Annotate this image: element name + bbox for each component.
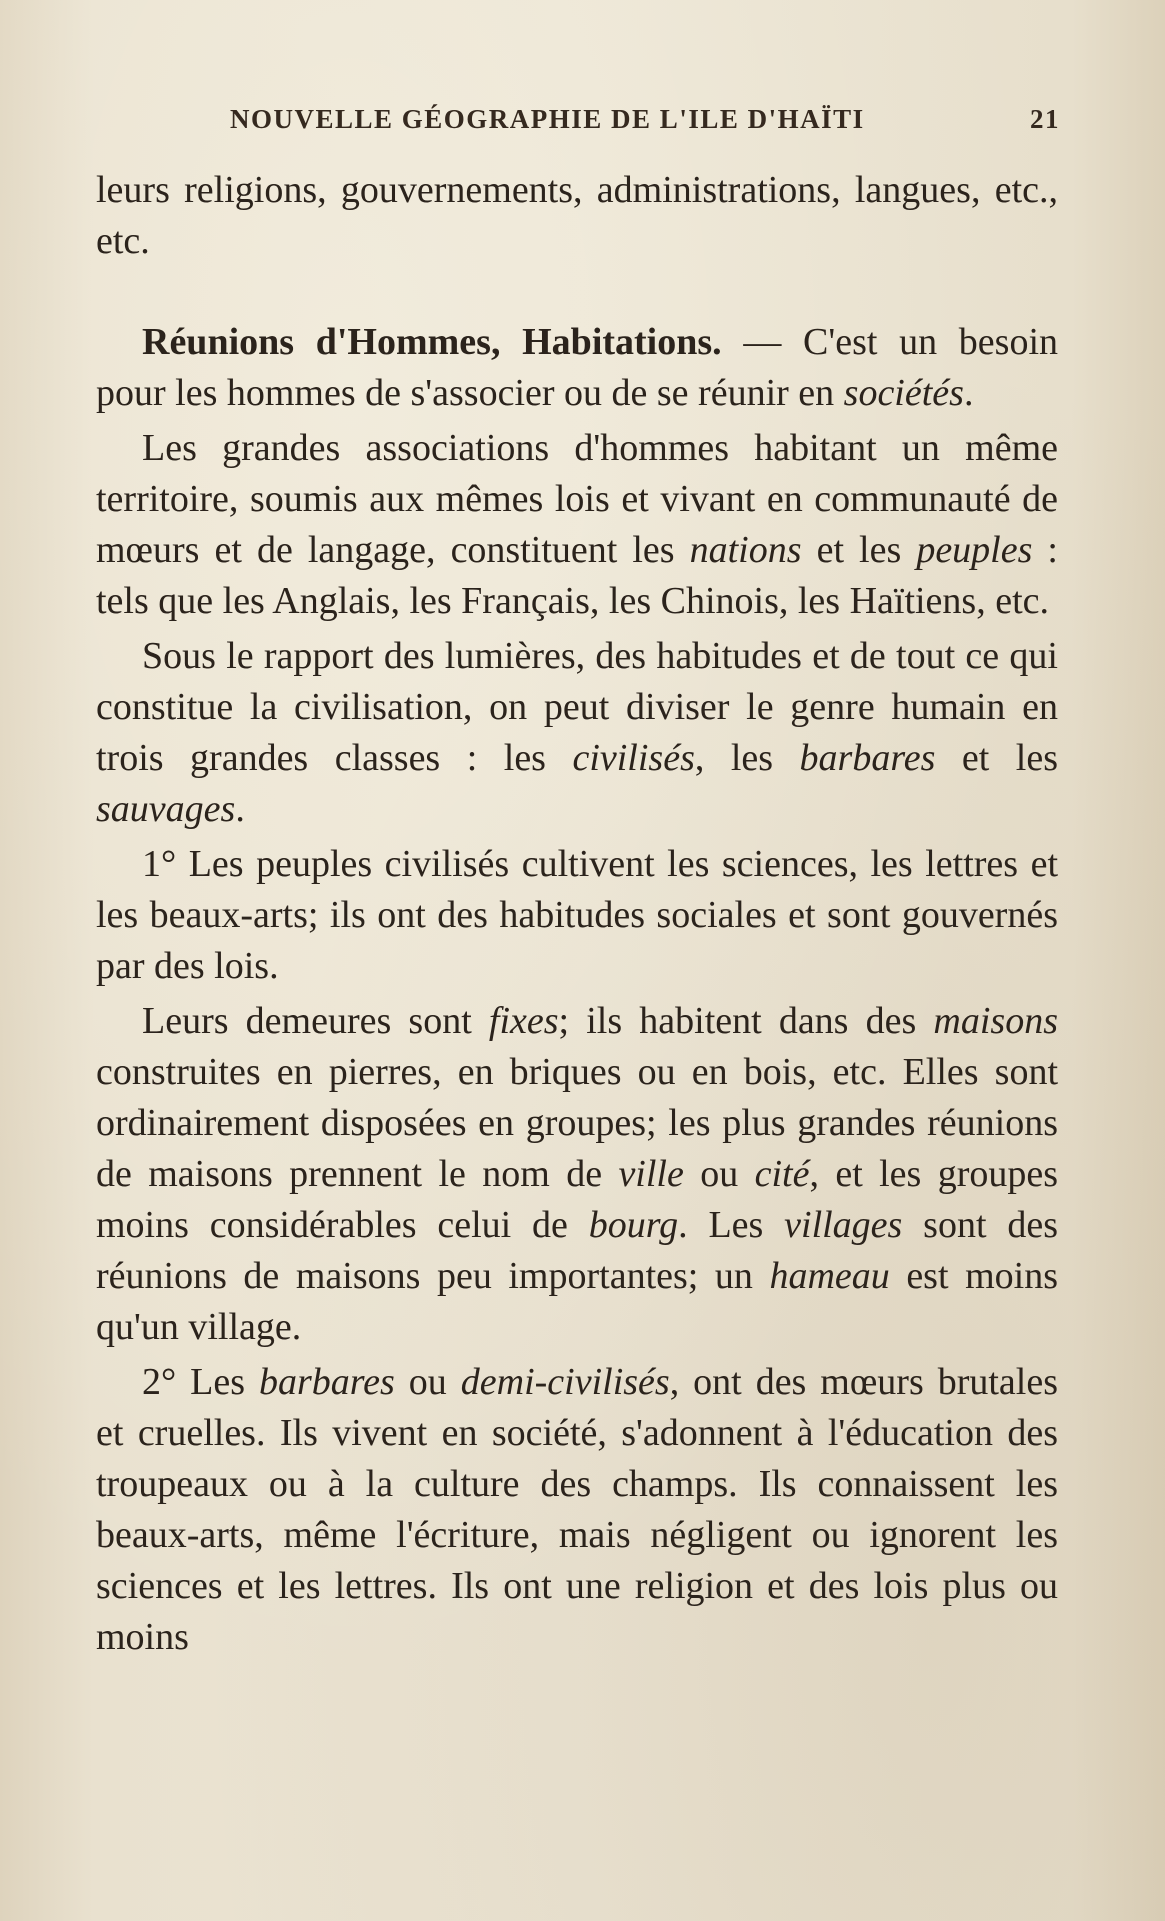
italic-term: sociétés [843, 372, 964, 414]
italic-term: civilisés [572, 737, 695, 779]
paragraph-civilises [96, 839, 1058, 992]
page-body [96, 165, 1058, 1663]
text-run: , ont des mœurs brutales et cruelles. Ils vivent en société, s'adonnent à l'éducation des troupeaux ou à la culture des champs. Ils connaissent les beaux-arts, même l'écriture, mais négligent ou ignorent les sciences et les lettres. Ils ont une religion et des lois plus ou moins [96, 1361, 1059, 1658]
text-run: Leurs demeures sont [142, 1000, 489, 1042]
section-heading: Réunions d'Hommes, Habitations. [142, 321, 722, 363]
text-run: , les [694, 737, 800, 779]
text-run: ; ils habitent dans des [558, 1000, 934, 1042]
paragraph-reunions [96, 317, 1058, 419]
text-run: . [963, 372, 974, 414]
text-run: 2° Les [142, 1361, 259, 1403]
italic-term: hameau [769, 1255, 890, 1297]
italic-term: barbares [259, 1361, 395, 1403]
italic-term: nations [689, 529, 802, 571]
text-run: sont des réunions de maisons peu importantes; un [96, 1204, 1058, 1297]
paragraph-nations [96, 423, 1058, 627]
text-run: et les [935, 737, 1058, 779]
text-run: ou [394, 1361, 461, 1403]
running-title: NOUVELLE GÉOGRAPHIE DE L'ILE D'HAÏTI [230, 104, 865, 134]
italic-term: sauvages [96, 788, 236, 830]
italic-term: demi-civilisés [460, 1361, 670, 1403]
text-run: Sous le rapport des lumières, des habitudes et de tout ce qui constitue la civilisation, on peut diviser le genre humain en trois grandes classes : les [96, 635, 1058, 779]
page-header [230, 104, 1060, 144]
italic-term: villages [784, 1204, 903, 1246]
italic-term: fixes [488, 1000, 559, 1042]
text-run: est moins qu'un village. [96, 1255, 1058, 1348]
text-run: construites en pierres, en briques ou en bois, etc. Elles sont ordinairement disposées en groupes; les plus grandes réunions de maisons prennent le nom de [96, 1051, 1058, 1195]
text-run: 1° Les peuples civilisés cultivent les sciences, les lettres et les beaux-arts; ils ont des habitudes sociales et sont gouvernés par des lois. [96, 843, 1058, 987]
italic-term: peuples [916, 529, 1033, 571]
text-run: ou [683, 1153, 755, 1195]
italic-term: barbares [799, 737, 936, 779]
paragraph-barbares [96, 1357, 1058, 1663]
italic-term: ville [618, 1153, 684, 1195]
text-run: , et les groupes moins considérables celui de [96, 1153, 1059, 1246]
italic-term: maisons [933, 1000, 1058, 1042]
text-run: . [235, 788, 245, 830]
text-run: et les [801, 529, 917, 571]
italic-term: cité [754, 1153, 810, 1195]
text-run: Les grandes associations d'hommes habitant un même territoire, soumis aux mêmes lois et vivant en communauté de mœurs et de langage, constituent les [96, 427, 1058, 571]
text-run: leurs religions, gouvernements, administrations, langues, etc., etc. [96, 169, 1058, 262]
paragraph-classes [96, 631, 1058, 835]
text-run: . Les [678, 1204, 785, 1246]
page-number: 21 [1030, 104, 1060, 134]
italic-term: bourg [588, 1204, 679, 1246]
paragraph-continuation [96, 165, 1058, 267]
paragraph-demeures [96, 996, 1058, 1353]
text-run: — C'est un besoin pour les hommes de s'associer ou de se réunir en [96, 321, 1058, 414]
text-run: : tels que les Anglais, les Français, les Chinois, les Haïtiens, etc. [96, 529, 1058, 622]
